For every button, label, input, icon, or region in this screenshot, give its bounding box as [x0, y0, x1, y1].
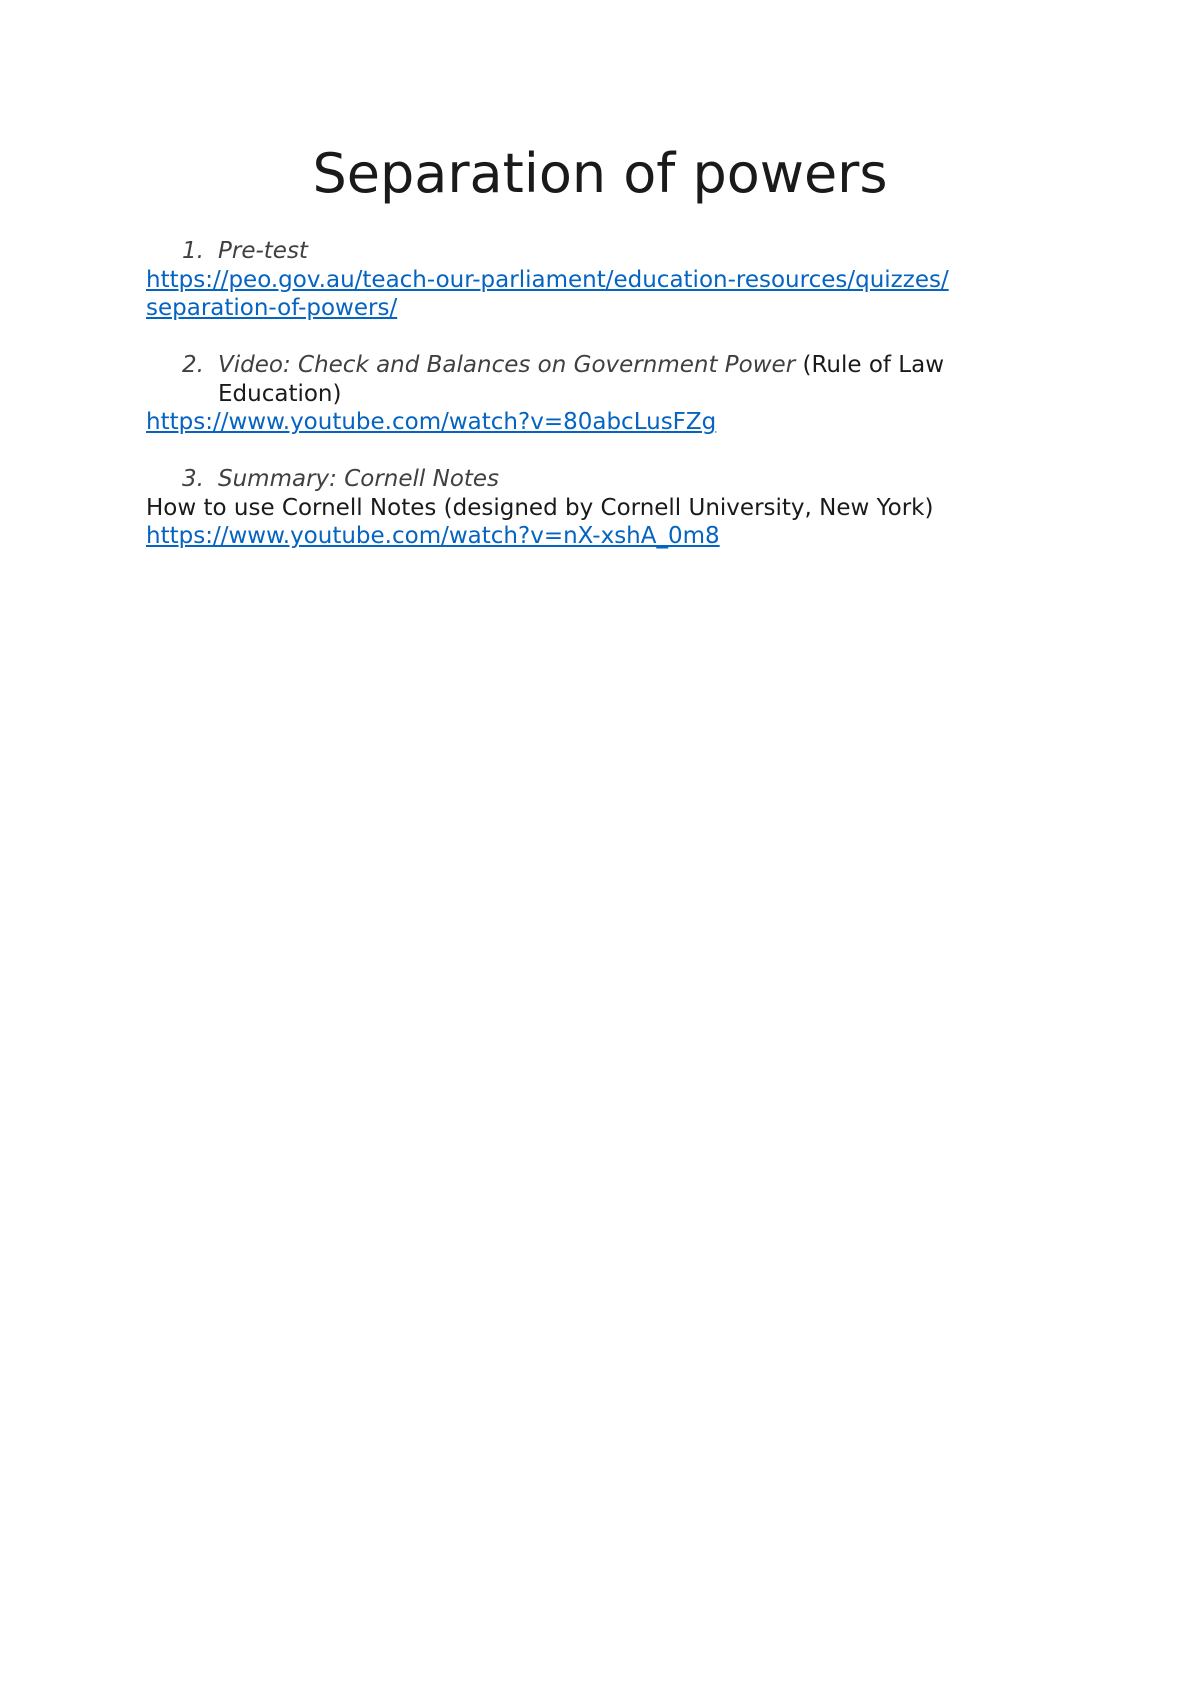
pretest-link-line2[interactable]: separation-of-powers/	[146, 295, 398, 321]
document-body	[146, 237, 1046, 551]
list-item-title: Summary: Cornell Notes	[218, 466, 500, 492]
video-link[interactable]: https://www.youtube.com/watch?v=80abcLusFZg	[146, 409, 717, 435]
list-item-title: Pre-test	[218, 238, 308, 264]
list-item-number: 3.	[182, 466, 204, 492]
list-item-number: 1.	[182, 238, 204, 264]
pretest-link-line1[interactable]: https://peo.gov.au/teach-our-parliament/education-resources/quizzes/	[146, 266, 949, 293]
summary-description: How to use Cornell Notes (designed by Cornell University, New York)	[146, 494, 934, 521]
spacer	[146, 437, 1046, 466]
list-item-note: (Rule of Law Education)	[218, 352, 945, 407]
pretest-link[interactable]	[146, 266, 1046, 323]
document-title: Separation of powers	[312, 142, 888, 205]
list-item-number: 2.	[182, 352, 204, 378]
list-item-summary	[146, 465, 1046, 494]
summary-link[interactable]: https://www.youtube.com/watch?v=nX-xshA_0m8	[146, 523, 720, 549]
list-item-pretest	[146, 237, 1046, 266]
list-item-title: Video: Check and Balances on Government Power	[218, 352, 796, 378]
spacer	[146, 323, 1046, 352]
list-item-video	[146, 351, 1046, 408]
